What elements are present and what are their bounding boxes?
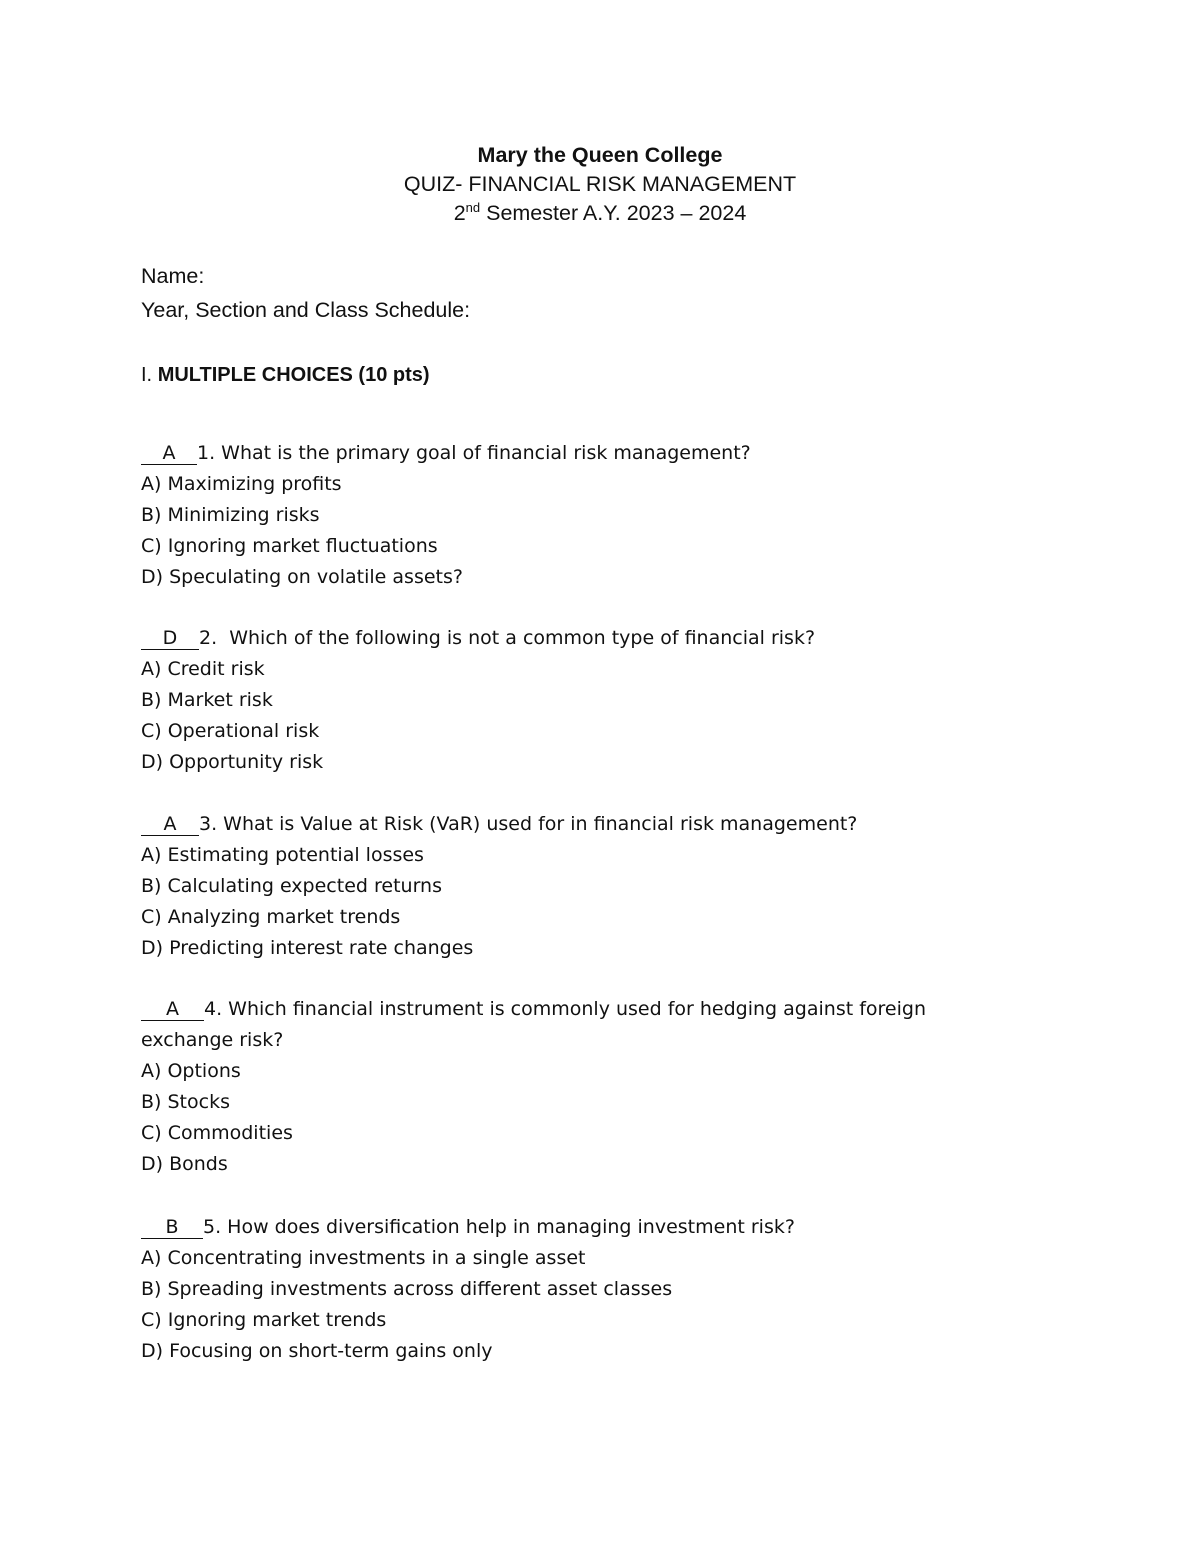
option: D) Opportunity risk: [141, 751, 324, 773]
question-4: [141, 994, 1021, 1180]
semester-text: Semester A.Y. 2023 – 2024: [480, 201, 747, 225]
option: A) Estimating potential losses: [141, 844, 424, 866]
semester-number: 2: [453, 201, 466, 225]
question-text: Which of the following is not a common type of financial risk?: [217, 627, 816, 649]
question-2: [141, 623, 1021, 778]
question-stem: [141, 1212, 1021, 1243]
question-stem: [141, 994, 1021, 1056]
option: C) Operational risk: [141, 720, 320, 742]
quiz-title: QUIZ- FINANCIAL RISK MANAGEMENT: [403, 172, 797, 196]
option: C) Ignoring market fluctuations: [141, 535, 438, 557]
question-text: What is the primary goal of financial risk management?: [215, 442, 751, 464]
question-number: 3.: [199, 813, 218, 835]
question-number: 1.: [197, 442, 216, 464]
option: B) Calculating expected returns: [141, 875, 442, 897]
option: A) Maximizing profits: [141, 473, 342, 495]
question-1: [141, 438, 1021, 593]
option: C) Analyzing market trends: [141, 906, 401, 928]
question-stem: [141, 809, 1021, 840]
option: D) Bonds: [141, 1153, 228, 1175]
section-heading: [141, 360, 430, 390]
option: A) Concentrating investments in a single asset: [141, 1247, 586, 1269]
name-label: Name:: [141, 264, 205, 288]
option: D) Predicting interest rate changes: [141, 937, 474, 959]
section-numeral: I.: [141, 364, 153, 386]
option: D) Speculating on volatile assets?: [141, 566, 463, 588]
section-title: MULTIPLE CHOICES (10 pts): [157, 364, 430, 386]
option: B) Stocks: [141, 1091, 230, 1113]
option: B) Spreading investments across different asset classes: [141, 1278, 673, 1300]
semester-suffix: nd: [465, 200, 481, 215]
question-text: Which financial instrument is commonly used for hedging against foreign exchange risk?: [141, 998, 926, 1051]
document-header: [0, 141, 1200, 228]
question-3: [141, 809, 1021, 964]
question-text: How does diversification help in managing investment risk?: [221, 1216, 795, 1238]
option: D) Focusing on short-term gains only: [141, 1340, 493, 1362]
question-5: [141, 1212, 1021, 1367]
question-number: 4.: [204, 998, 223, 1020]
section-schedule-label: Year, Section and Class Schedule:: [141, 298, 471, 322]
option: B) Market risk: [141, 689, 273, 711]
option: A) Credit risk: [141, 658, 265, 680]
option: B) Minimizing risks: [141, 504, 320, 526]
answer-blank: A: [141, 999, 204, 1021]
question-stem: [141, 438, 1021, 469]
option: C) Commodities: [141, 1122, 293, 1144]
question-number: 2.: [199, 627, 218, 649]
answer-blank: B: [141, 1217, 203, 1239]
semester-line: [0, 199, 1200, 228]
option: C) Ignoring market trends: [141, 1309, 387, 1331]
question-stem: [141, 623, 1021, 654]
option: A) Options: [141, 1060, 241, 1082]
student-info: [141, 259, 470, 327]
question-text: What is Value at Risk (VaR) used for in financial risk management?: [217, 813, 858, 835]
question-number: 5.: [203, 1216, 222, 1238]
college-name: Mary the Queen College: [477, 143, 723, 167]
answer-blank: D: [141, 628, 199, 650]
answer-blank: A: [141, 443, 197, 465]
answer-blank: A: [141, 814, 199, 836]
